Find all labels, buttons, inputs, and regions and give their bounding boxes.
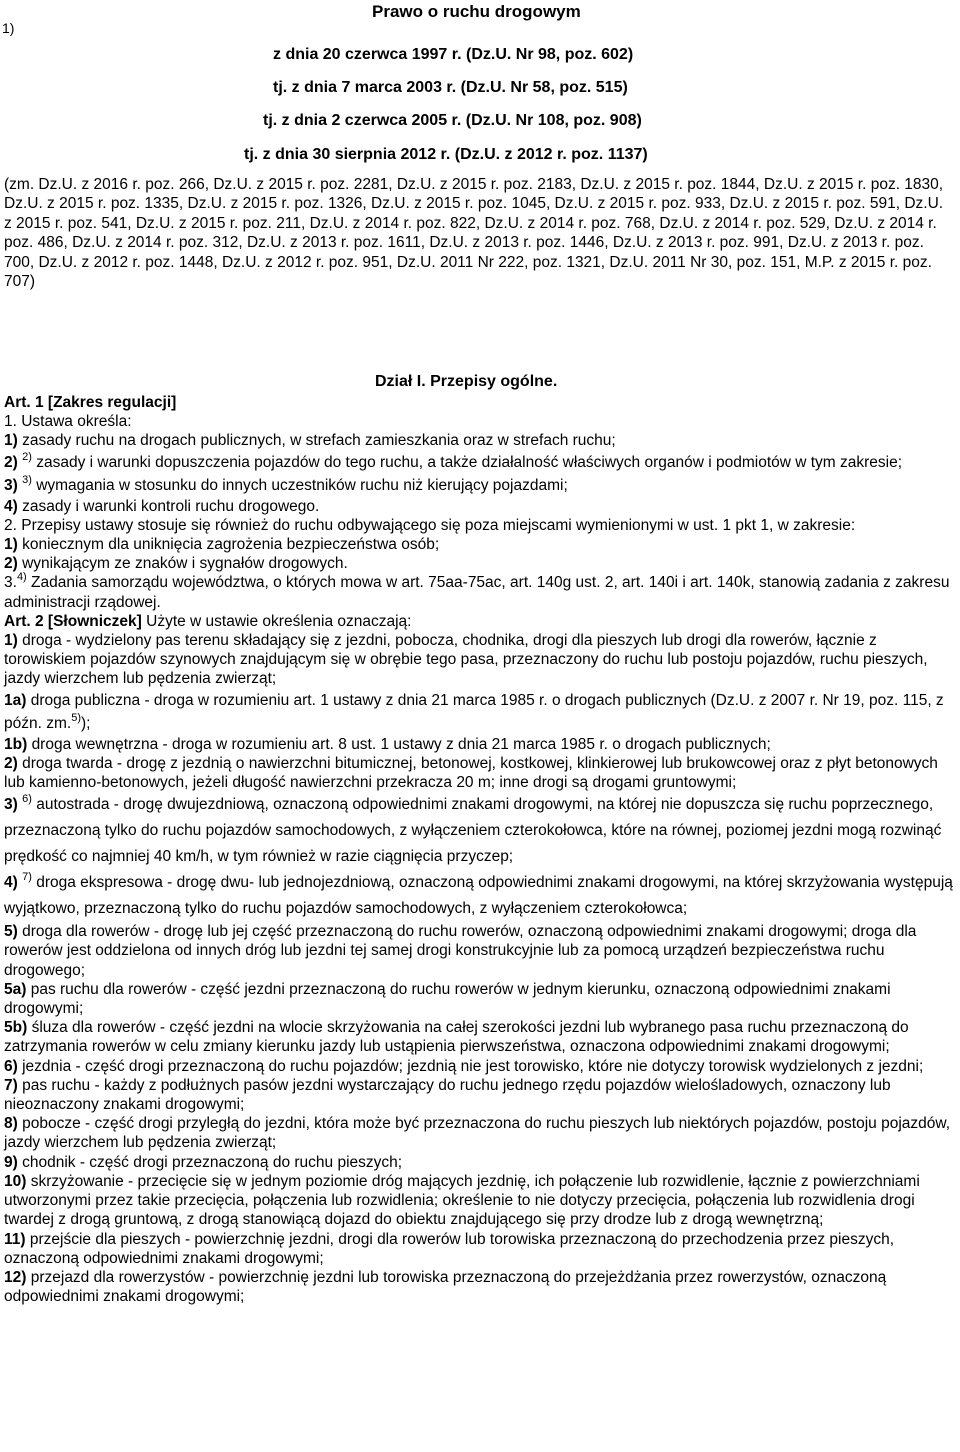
art2-item-10: 10) skrzyżowanie - przecięcie się w jednym poziomie dróg mających jezdnię, ich połączenie lub rozwidlenie, łącznie z powierzchniami utworzonymi przez takie przecięcia, połączenia lub rozwidlenia; określenie to nie dotyczy przecięcia, połączenia lub rozwidlenia drogi twardej z drogą gruntową, z drogą stanowiącą dojazd do obiektu znajdującego się przy drodze lub z drogą wewnętrzną; xyxy=(4,1172,920,1229)
art1-item-4: 4) zasady i warunki kontroli ruchu drogowego. xyxy=(4,497,320,515)
art1-item-3: 3) $^{3)}$ wymagania w stosunku do innych uczestników ruchu niż kierujący pojazdami; xyxy=(4,473,568,494)
art2-item-3: 3) $^{6)}$ autostrada - drogę dwujezdniową, oznaczoną odpowiednimi znakami drogowymi, na której nie dopuszcza się ruchu poprzecznego, przeznaczoną tylko do ruchu pojazdów samochodowych, z wyłączeniem czterokołowca, które na równej, poziomej jezdni mogą rozwinąć prędkość co najmniej 40 km/h, w tym również w razie ciągnięcia przyczep; xyxy=(4,793,942,866)
art2-item-12: 12) przejazd dla rowerzystów - powierzchnię jezdni lub torowiska przeznaczoną do przejeżdżania przez rowerzystów, oznaczoną odpowiednimi znakami drogowymi; xyxy=(4,1268,887,1306)
art2-item-5a: 5a) pas ruchu dla rowerów - część jezdni przeznaczoną do ruchu rowerów w jednym kierunku, oznaczoną odpowiednimi znakami drogowymi; xyxy=(4,980,891,1018)
art2-item-4: 4) $^{7)}$ droga ekspresowa - drogę dwu- lub jednojezdniową, oznaczoną odpowiednimi znakami drogowymi, na której skrzyżowania występują wyjątkowo, przeznaczoną tylko do ruchu pojazdów samochodowych, z wyłączeniem czterokołowca; xyxy=(4,871,953,918)
amendments-list: (zm. Dz.U. z 2016 r. poz. 266, Dz.U. z 2015 r. poz. 2281, Dz.U. z 2015 r. poz. 2183, Dz.U. z 2015 r. poz. 1844, Dz.U. z 2015 r. poz. 1830, Dz.U. z 2015 r. poz. 1335, Dz.U. z 2015 r. poz. 1326, Dz.U. z 2015 r. poz. 1045, Dz.U. z 2015 r. poz. 933, Dz.U. z 2015 r. poz. 591, Dz.U. z 2015 r. poz. 541, Dz.U. z 2015 r. poz. 211, Dz.U. z 2014 r. poz. 822, Dz.U. z 2014 r. poz. 768, Dz.U. z 2014 r. poz. 529, Dz.U. z 2014 r. poz. 486, Dz.U. z 2014 r. poz. 312, Dz.U. z 2013 r. poz. 1611, Dz.U. z 2013 r. poz. 1446, Dz.U. z 2013 r. poz. 991, Dz.U. z 2013 r. poz. 700, Dz.U. z 2012 r. poz. 1448, Dz.U. z 2012 r. poz. 951, Dz.U. 2011 Nr 222, poz. 1321, Dz.U. 2011 Nr 30, poz. 151, M.P. z 2015 r. poz. 707) xyxy=(4,176,944,291)
art1-ust1: 1. Ustawa określa: xyxy=(4,413,132,431)
art2-item-8: 8) pobocze - część drogi przyległą do jezdni, która może być przeznaczona do ruchu pieszych lub niektórych pojazdów, postoju pojazdów, jazdy wierzchem lub pędzenia zwierząt; xyxy=(4,1115,951,1152)
art2-item-1b: 1b) droga wewnętrzna - droga w rozumieniu art. 8 ust. 1 ustawy z dnia 21 marca 1985 r. o drogach publicznych; xyxy=(4,735,771,753)
art2-item-2: 2) droga twarda - drogę z jezdnią o nawierzchni bitumicznej, betonowej, kostkowej, klinkierowej lub brukowcowej oraz z płyt betonowych lub kamienno-betonowych, jeżeli długość nawierzchni przekracza 20 m; inne drogi są drogami gruntowymi; xyxy=(4,754,938,792)
section-heading: Dział I. Przepisy ogólne. xyxy=(375,373,558,390)
art2-item-9: 9) chodnik - część drogi przeznaczoną do ruchu pieszych; xyxy=(4,1153,403,1171)
art1-ust2: 2. Przepisy ustawy stosuje się również do ruchu odbywającego się poza miejscami wymienionymi w ust. 1 pkt 1, w zakresie: xyxy=(4,516,856,534)
art2-item-7: 7) pas ruchu - każdy z podłużnych pasów jezdni wystarczający do ruchu jednego rzędu pojazdów wielośladowych, oznaczony lub nieoznaczony znakami drogowymi; xyxy=(4,1076,891,1114)
date-line-2: tj. z dnia 7 marca 2003 r. (Dz.U. Nr 58, poz. 515) xyxy=(273,79,628,96)
art2-item-11: 11) przejście dla pieszych - powierzchnię jezdni, drogi dla rowerów lub torowiska przeznaczoną do przechodzenia przez pieszych, oznaczoną odpowiednimi znakami drogowymi; xyxy=(4,1230,894,1267)
art1-ust3: 3.$^{4)}$ Zadania samorządu województwa, o których mowa w art. 75aa-75ac, art. 140g ust. 2, art. 140i i art. 140k, stanowią zadania z zakresu administracji rządowej. xyxy=(4,571,950,611)
document-body xyxy=(4,393,954,1306)
art2-heading: Art. 2 [Słowniczek] Użyte w ustawie określenia oznaczają: xyxy=(4,612,412,630)
art1-ust2-item-1: 1) koniecznym dla uniknięcia zagrożenia bezpieczeństwa osób; xyxy=(4,536,440,554)
art2-item-1a: 1a) droga publiczna - droga w rozumieniu art. 1 ustawy z dnia 21 marca 1985 r. o drogach publicznych (Dz.U. z 2007 r. Nr 19, poz. 115, z późn. zm.$^{5)}$); xyxy=(4,691,944,732)
art1-item-2: 2) $^{2)}$ zasady i warunki dopuszczenia pojazdów do tego ruchu, a także działalność właściwych organów i podmiotów w tym zakresie; xyxy=(4,450,903,471)
art1-ust2-item-2: 2) wynikającym ze znaków i sygnałów drogowych. xyxy=(4,555,348,573)
footnote-marker: 1) xyxy=(2,20,15,36)
date-line-4: tj. z dnia 30 sierpnia 2012 r. (Dz.U. z 2012 r. poz. 1137) xyxy=(244,146,648,163)
art2-item-6: 6) jezdnia - część drogi przeznaczoną do ruchu pojazdów; jezdnią nie jest torowisko, które nie dotyczy torowisk wydzielonych z jezdni; xyxy=(4,1057,924,1075)
art2-item-5b: 5b) śluza dla rowerów - część jezdni na wlocie skrzyżowania na całej szerokości jezdni lub wybranego pasa ruchu przeznaczoną do zatrzymania rowerów w celu zmiany kierunku jazdy lub ustąpienia pierwszeństwa, oznaczona odpowiednimi znakami drogowymi; xyxy=(4,1019,909,1056)
date-line-3: tj. z dnia 2 czerwca 2005 r. (Dz.U. Nr 108, poz. 908) xyxy=(263,112,642,129)
document-title: Prawo o ruchu drogowym xyxy=(372,2,581,21)
art2-item-5: 5) droga dla rowerów - drogę lub jej część przeznaczoną do ruchu rowerów, oznaczoną odpowiednimi znakami drogowymi; droga dla rowerów jest oddzielona od innych dróg lub jezdni tej samej drogi konstrukcyjnie lub za pomocą urządzeń bezpieczeństwa ruchu drogowego; xyxy=(4,923,917,979)
date-line-1: z dnia 20 czerwca 1997 r. (Dz.U. Nr 98, poz. 602) xyxy=(273,46,634,63)
art2-item-1: 1) droga - wydzielony pas terenu składający się z jezdni, pobocza, chodnika, drogi dla pieszych lub drogi dla rowerów, łącznie z torowiskiem pojazdów szynowych znajdującym się w obrębie tego pasa, przeznaczony do ruchu lub postoju pojazdów, ruchu pieszych, jazdy wierzchem lub pędzenia zwierząt; xyxy=(4,632,928,688)
art1-heading: Art. 1 [Zakres regulacji] xyxy=(4,394,177,411)
art1-item-1: 1) zasady ruchu na drogach publicznych, w strefach zamieszkania oraz w strefach ruchu; xyxy=(4,432,616,450)
